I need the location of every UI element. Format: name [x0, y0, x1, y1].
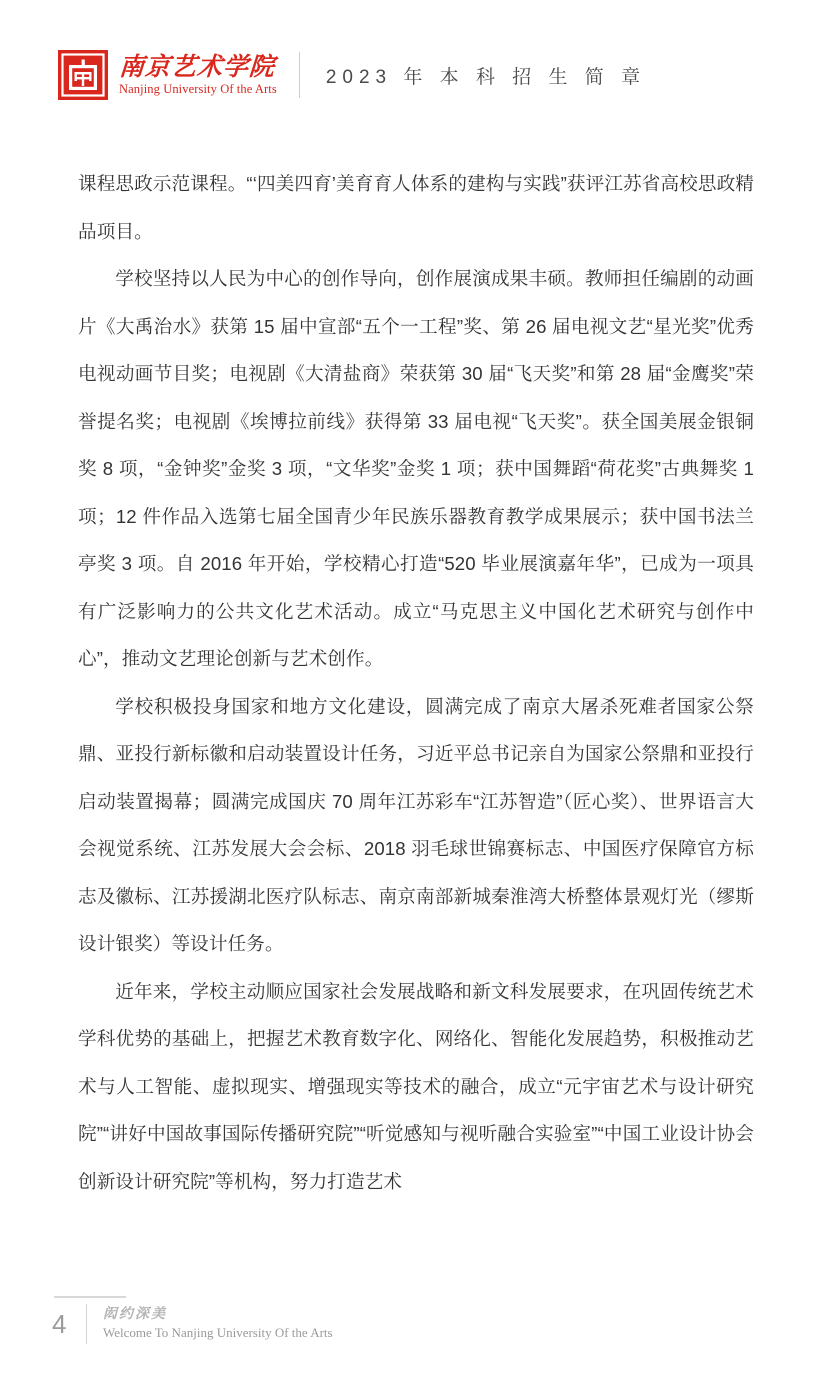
brand-name-en: Nanjing University Of the Arts: [119, 81, 277, 96]
paragraph: 学校坚持以人民为中心的创作导向，创作展演成果丰硕。教师担任编剧的动画片《大禹治水》获第 15 届中宣部“五个一工程”奖、第 26 届电视文艺“星光奖”优秀电视动画节目奖；电视剧《大清盐商》荣获第 30 届“飞天奖”和第 28 届“金鹰奖”荣誉提名奖；电视剧《埃博拉前线》获得第 33 届电视“飞天奖”。获全国美展金银铜奖 8 项，“金钟奖”金奖 3 项，“文华奖”金奖 1 项；获中国舞蹈“荷花奖”古典舞奖 1 项；12 件作品入选第七届全国青少年民族乐器教育教学成果展示；获中国书法兰亭奖 3 项。自 2016 年开始，学校精心打造“520 毕业展演嘉年华”，已成为一项具有广泛影响力的公共文化艺术活动。成立“马克思主义中国化艺术研究与创作中心”，推动文艺理论创新与艺术创作。: [78, 268, 754, 669]
paragraph: 近年来，学校主动顺应国家社会发展战略和新文科发展要求，在巩固传统艺术学科优势的基础上，把握艺术教育数字化、网络化、智能化发展趋势，积极推动艺术与人工智能、虚拟现实、增强现实等技术的融合，成立“元宇宙艺术与设计研究院”“讲好中国故事国际传播研究院”“听觉感知与视听融合实验室”“中国工业设计协会创新设计研究院”等机构，努力打造艺术: [78, 980, 754, 1192]
page-title: 2023 年 本 科 招 生 简 章: [325, 66, 647, 88]
footer-motto-en: Welcome To Nanjing University Of the Arts: [103, 1324, 333, 1340]
footer-rule: [54, 1296, 126, 1298]
brand-name-cn: 南京艺术学院: [118, 53, 276, 81]
paragraph: 学校积极投身国家和地方文化建设，圆满完成了南京大屠杀死难者国家公祭鼎、亚投行新标徽和启动装置设计任务，习近平总书记亲自为国家公祭鼎和亚投行启动装置揭幕；圆满完成国庆 70 周年江苏彩车“江苏智造”（匠心奖）、世界语言大会视觉系统、江苏发展大会会标、2018 羽毛球世锦赛标志、中国医疗保障官方标志及徽标、江苏援湖北医疗队标志、南京南部新城秦淮湾大桥整体景观灯光（缪斯设计银奖）等设计任务。: [78, 695, 754, 954]
header-divider: [299, 52, 300, 98]
footer-motto-block: [103, 1307, 333, 1340]
paragraph: 课程思政示范课程。“‘四美四育’美育育人体系的建构与实践”获评江苏省高校思政精品项目。: [78, 173, 754, 242]
brand-names: [119, 55, 277, 96]
footer-divider: [86, 1304, 87, 1344]
page-header: [58, 44, 646, 106]
document-body: [78, 160, 754, 1205]
page-number: 4: [52, 1309, 67, 1339]
footer-motto-cn: 闳约深美: [103, 1307, 167, 1323]
university-brand: [58, 50, 299, 100]
nua-seal-icon: [58, 50, 108, 100]
page-footer: [50, 1296, 450, 1352]
